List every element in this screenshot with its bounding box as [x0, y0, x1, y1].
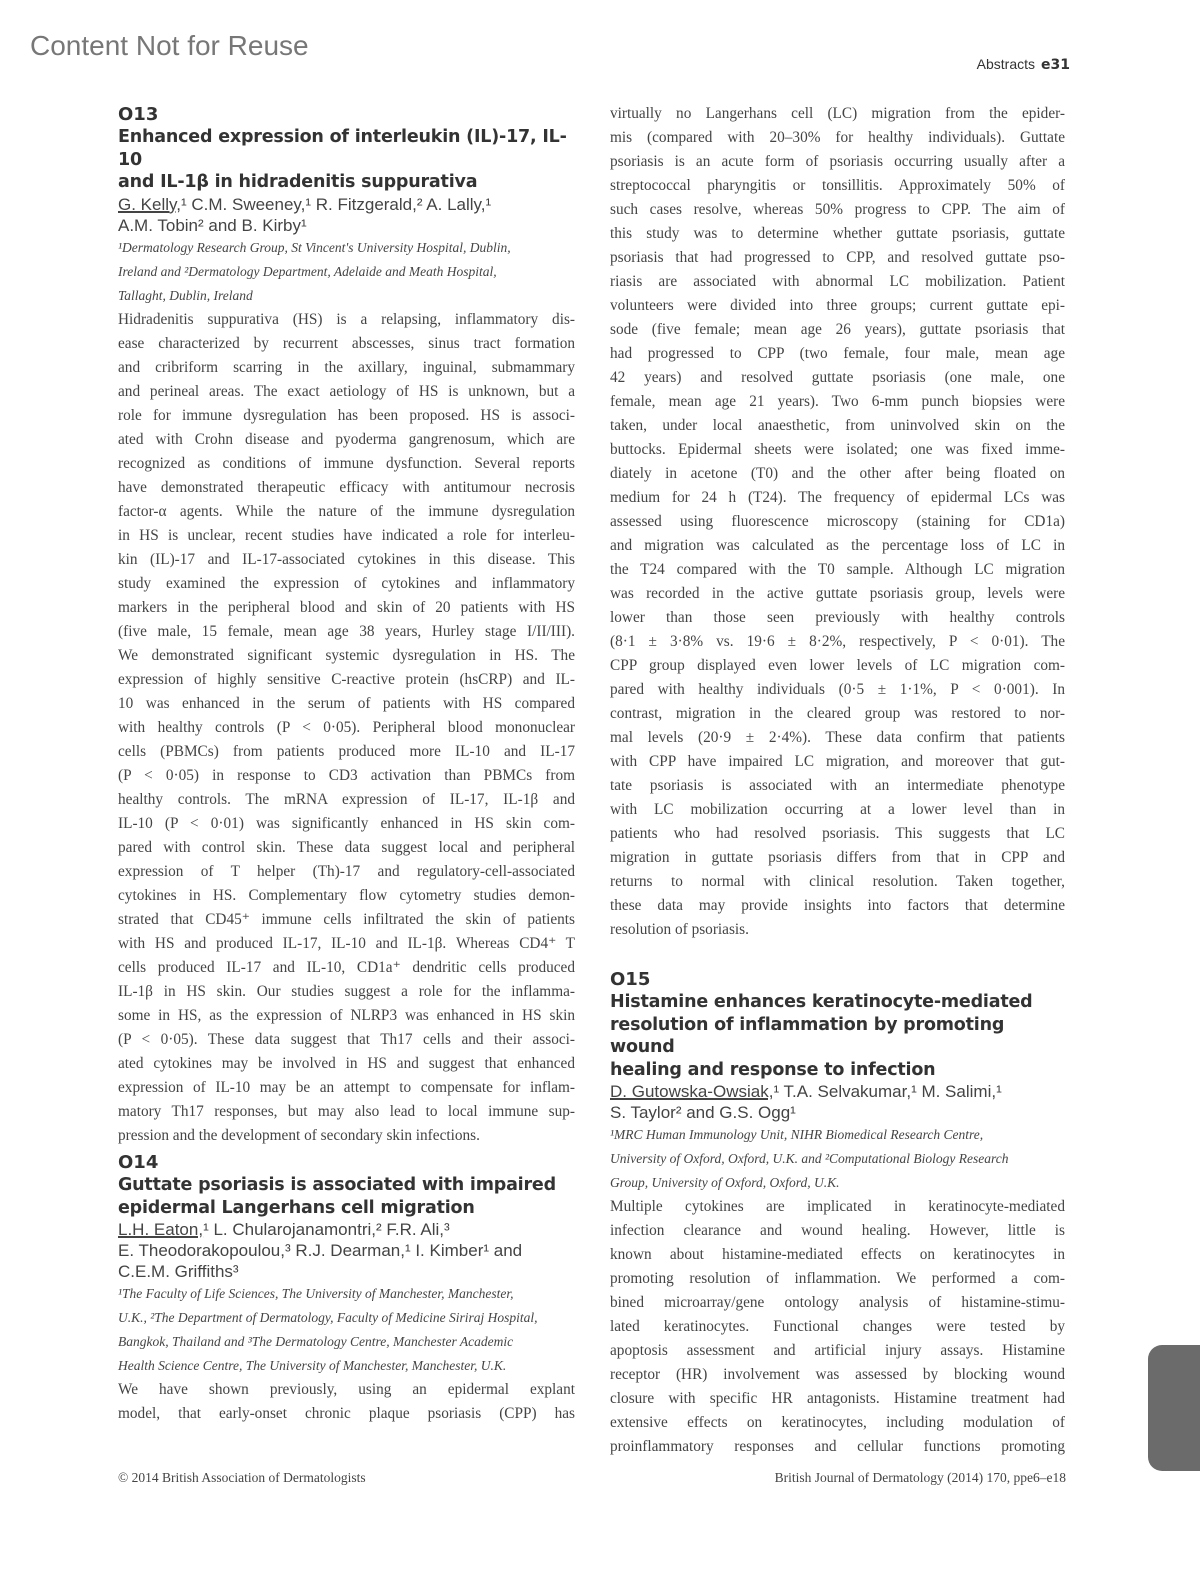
body-line: some in HS, as the expression of NLRP3 was enhanced in HS skin	[118, 1006, 575, 1024]
body-line: ated with Crohn disease and pyoderma gangrenosum, which are	[118, 430, 575, 448]
presenting-author: L.H. Eaton,	[118, 1220, 204, 1239]
body-line: cytokines in HS. Complementary flow cytometry studies demon-	[118, 886, 575, 904]
body-line: and migration was calculated as the percentage loss of LC in	[610, 537, 1065, 554]
body-line: bined microarray/gene ontology analysis of histamine-stimu-	[610, 1294, 1065, 1311]
body-line: female, mean age 21 years). Two 6-mm punch biopsies were	[610, 393, 1065, 410]
affiliation-line: Health Science Centre, The University of Manchester, Manchester, U.K.	[118, 1358, 507, 1373]
affiliation-line: Ireland and ²Dermatology Department, Adelaide and Meath Hospital,	[118, 263, 497, 279]
author-line	[118, 1219, 575, 1240]
body-line: CPP group displayed even lower levels of LC migration com-	[610, 657, 1065, 674]
abstract-o13	[118, 104, 575, 1148]
body-line: volunteers were divided into three groups; current guttate epi-	[610, 297, 1065, 314]
title-line: epidermal Langerhans cell migration	[118, 1197, 475, 1218]
body-line: IL-10 (P < 0·01) was significantly enhanced in HS skin com-	[118, 814, 575, 832]
side-tab[interactable]	[1148, 1345, 1200, 1471]
body-line: 42 years) and resolved guttate psoriasis (one male, one	[610, 369, 1065, 386]
affiliations	[610, 1123, 1065, 1195]
body-line: closure with specific HR antagonists. Histamine treatment had	[610, 1390, 1065, 1407]
body-line: (P < 0·05) in response to CD3 activation than PBMCs from	[118, 766, 575, 784]
abstract-o15	[610, 969, 1065, 1459]
body-line: mis (compared with 20–30% for healthy individuals). Guttate	[610, 129, 1065, 146]
body-line: infection clearance and wound healing. However, little is	[610, 1222, 1065, 1239]
body-line: (8·1 ± 3·8% vs. 19·6 ± 8·2%, respectively, P < 0·01). The	[610, 633, 1065, 650]
title-line: Histamine enhances keratinocyte-mediated	[610, 992, 1033, 1012]
affiliation-line: ¹Dermatology Research Group, St Vincent's University Hospital, Dublin,	[118, 239, 511, 255]
author-names: A.M. Tobin² and B. Kirby¹	[118, 215, 307, 235]
body-line: diately in acetone (T0) and the other after being floated on	[610, 465, 1065, 482]
body-line: (P < 0·05). These data suggest that Th17 cells and their associ-	[118, 1030, 575, 1048]
author-names: ¹ L. Chularojanamontri,² F.R. Ali,³	[203, 1220, 450, 1239]
body-line: Multiple cytokines are implicated in keratinocyte-mediated	[610, 1198, 1065, 1215]
body-line: model, that early-onset chronic plaque psoriasis (CPP) has	[118, 1405, 575, 1422]
body-line: patients who had resolved psoriasis. This suggests that LC	[610, 825, 1065, 842]
abstract-body	[118, 1378, 575, 1426]
affiliation-line: Bangkok, Thailand and ³The Dermatology Centre, Manchester Academic	[118, 1334, 514, 1349]
abstract-title	[118, 1174, 575, 1219]
author-line	[118, 1240, 575, 1261]
title-line: Enhanced expression of interleukin (IL)-17, IL-10	[118, 127, 567, 170]
body-line: contrast, migration in the cleared group was restored to nor-	[610, 705, 1065, 722]
body-line: proinflammatory responses and cellular functions promoting	[610, 1438, 1065, 1455]
body-line: taken, under local anaesthetic, from uninvolved skin on the	[610, 417, 1065, 434]
body-line: cells (PBMCs) from patients produced more IL-10 and IL-17	[118, 742, 575, 760]
author-line	[118, 215, 575, 236]
body-line: factor-α agents. While the nature of the immune dysregulation	[118, 502, 575, 520]
author-list	[118, 1219, 575, 1282]
body-line: recognized as conditions of immune dysfunction. Several reports	[118, 454, 575, 472]
body-line: lower than those seen previously with healthy controls	[610, 609, 1065, 626]
body-line: pression and the development of secondary skin infections.	[118, 1126, 480, 1144]
body-line: study examined the expression of cytokines and inflammatory	[118, 574, 575, 592]
body-line: mal levels (20·9 ± 2·4%). These data confirm that patients	[610, 729, 1065, 746]
body-line: ease characterized by recurrent abscesses, sinus tract formation	[118, 334, 575, 352]
body-line: and cribriform scarring in the axillary, inguinal, submammary	[118, 358, 575, 376]
author-names: ¹ C.M. Sweeney,¹ R. Fitzgerald,² A. Lally,¹	[180, 194, 492, 214]
body-line: have demonstrated therapeutic efficacy with antitumour necrosis	[118, 478, 575, 496]
body-line: expression of T helper (Th)-17 and regulatory-cell-associated	[118, 862, 575, 880]
affiliation-line: University of Oxford, Oxford, U.K. and ²Computational Biology Research	[610, 1151, 1009, 1166]
affiliation-line: ¹MRC Human Immunology Unit, NIHR Biomedical Research Centre,	[610, 1127, 984, 1142]
body-line: and perineal areas. The exact aetiology of HS is unknown, but a	[118, 382, 575, 400]
abstract-id: O15	[610, 969, 651, 990]
body-line: these data may provide insights into factors that determine	[610, 897, 1065, 914]
body-line: resolution of psoriasis.	[610, 921, 749, 938]
title-line: and IL-1β in hidradenitis suppurativa	[118, 172, 478, 192]
affiliation-line: ¹The Faculty of Life Sciences, The University of Manchester, Manchester,	[118, 1286, 514, 1301]
abstract-id: O14	[118, 1152, 159, 1173]
body-line: expression of highly sensitive C-reactive protein (hsCRP) and IL-	[118, 670, 575, 688]
author-line	[118, 1261, 575, 1282]
body-line: the T24 compared with the T0 sample. Although LC migration	[610, 561, 1065, 578]
author-line	[118, 194, 575, 215]
body-line: assessed using fluorescence microscopy (staining for CD1a)	[610, 513, 1065, 530]
author-names: E. Theodorakopoulou,³ R.J. Dearman,¹ I. Kimber¹ and	[118, 1241, 523, 1260]
author-line	[610, 1102, 1065, 1123]
body-line: pared with control skin. These data suggest local and peripheral	[118, 838, 575, 856]
body-line: role for immune dysregulation has been proposed. HS is associ-	[118, 406, 575, 424]
abstract-title	[118, 126, 575, 194]
body-line: IL-1β in HS skin. Our studies suggest a role for the inflamma-	[118, 982, 575, 1000]
affiliation-line: Tallaght, Dublin, Ireland	[118, 287, 253, 303]
body-line: was recorded in the active guttate psoriasis group, levels were	[610, 585, 1065, 602]
body-line: buttocks. Epidermal sheets were isolated; one was fixed imme-	[610, 441, 1065, 458]
author-line	[610, 1081, 1065, 1102]
abstract-body	[610, 1195, 1065, 1459]
title-line: healing and response to infection	[610, 1059, 936, 1080]
body-line: We demonstrated significant systemic dysregulation in HS. The	[118, 646, 575, 664]
body-line: healthy controls. The mRNA expression of IL-17, IL-1β and	[118, 790, 575, 808]
author-names: S. Taylor² and G.S. Ogg¹	[610, 1103, 796, 1122]
author-names: C.E.M. Griffiths³	[118, 1262, 239, 1281]
body-line: had progressed to CPP (two female, four male, mean age	[610, 345, 1065, 362]
body-line: tate psoriasis is associated with an intermediate phenotype	[610, 777, 1065, 794]
body-line: sode (five female; mean age 26 years), guttate psoriasis that	[610, 321, 1065, 338]
body-line: We have shown previously, using an epidermal explant	[118, 1381, 575, 1398]
body-line: such cases resolve, whereas 50% progress to CPP. The aim of	[610, 201, 1065, 218]
footer-copyright: © 2014 British Association of Dermatologists	[118, 1470, 366, 1485]
body-line: with healthy controls (P < 0·05). Peripheral blood mononuclear	[118, 718, 575, 736]
author-list	[118, 194, 575, 236]
presenting-author: G. Kelly,	[118, 194, 181, 214]
affiliations	[118, 1282, 575, 1378]
body-line: virtually no Langerhans cell (LC) migration from the epider-	[610, 105, 1065, 122]
body-line: strated that CD45⁺ immune cells infiltrated the skin of patients	[118, 910, 575, 928]
body-line: expression of IL-10 may be an attempt to compensate for inflam-	[118, 1078, 575, 1096]
title-line: resolution of inflammation by promoting wound	[610, 1014, 1005, 1057]
body-line: in HS is unclear, recent studies have indicated a role for interleu-	[118, 526, 575, 544]
body-line: cells produced IL-17 and IL-10, CD1a⁺ dendritic cells produced	[118, 958, 575, 976]
body-line: Hidradenitis suppurativa (HS) is a relapsing, inflammatory dis-	[118, 310, 575, 328]
abstract-title	[610, 991, 1065, 1081]
author-list	[610, 1081, 1065, 1123]
affiliation-line: U.K., ²The Department of Dermatology, Faculty of Medicine Siriraj Hospital,	[118, 1310, 538, 1325]
affiliations	[118, 236, 575, 308]
abstract-body	[118, 308, 575, 1148]
body-line: psoriasis that had progressed to CPP, and resolved guttate pso-	[610, 249, 1065, 266]
body-line: apoptosis assessment and artificial injury assays. Histamine	[610, 1342, 1065, 1359]
body-line: markers in the peripheral blood and skin of 20 patients with HS	[118, 598, 575, 616]
affiliation-line: Group, University of Oxford, Oxford, U.K.	[610, 1175, 840, 1190]
body-line: returns to normal with clinical resolution. Taken together,	[610, 873, 1065, 890]
body-line: streptococcal pharyngitis or tonsillitis. Approximately 50% of	[610, 177, 1065, 194]
body-line: (five male, 15 female, mean age 38 years, Hurley stage I/II/III).	[118, 622, 575, 640]
body-line: kin (IL)-17 and IL-17-associated cytokines in this disease. This	[118, 550, 575, 568]
abstract-id: O13	[118, 104, 159, 125]
abstract-o14-body-continued	[610, 102, 1065, 942]
presenting-author: D. Gutowska-Owsiak,	[610, 1082, 774, 1101]
page-number: e31	[1041, 57, 1070, 73]
body-line: promoting resolution of inflammation. We performed a com-	[610, 1270, 1065, 1287]
body-line: medium for 24 h (T24). The frequency of epidermal LCs was	[610, 489, 1065, 506]
running-head-section: Abstracts	[976, 56, 1036, 72]
body-line: migration in guttate psoriasis differs from that in CPP and	[610, 849, 1065, 866]
body-line: ated cytokines may be involved in HS and suggest that enhanced	[118, 1054, 575, 1072]
body-line: with HS and produced IL-17, IL-10 and IL-1β. Whereas CD4⁺ T	[118, 934, 575, 952]
running-head	[977, 56, 1070, 73]
author-names: ¹ T.A. Selvakumar,¹ M. Salimi,¹	[773, 1082, 1002, 1101]
body-line: with LC mobilization occurring at a lower level than in	[610, 801, 1065, 818]
body-line: known about histamine-mediated effects on keratinocytes in	[610, 1246, 1065, 1263]
body-line: pared with healthy individuals (0·5 ± 1·1%, P < 0·001). In	[610, 681, 1065, 698]
body-line: matory Th17 responses, but may also lead to local immune sup-	[118, 1102, 575, 1120]
body-line: psoriasis is an acute form of psoriasis occurring usually after a	[610, 153, 1065, 170]
body-line: riasis are associated with abnormal LC mobilization. Patient	[610, 273, 1065, 290]
body-line: this study was to determine whether guttate psoriasis, guttate	[610, 225, 1065, 242]
body-line: 10 was enhanced in the serum of patients with HS compared	[118, 694, 575, 712]
body-line: lated keratinocytes. Functional changes were tested by	[610, 1318, 1065, 1335]
body-line: with CPP have impaired LC migration, and moreover that gut-	[610, 753, 1065, 770]
abstract-o14	[118, 1152, 575, 1426]
watermark: Content Not for Reuse	[30, 30, 309, 61]
body-line: extensive effects on keratinocytes, including modulation of	[610, 1414, 1065, 1431]
footer-journal: British Journal of Dermatology (2014) 170, ppe6–e18	[774, 1470, 1066, 1485]
title-line: Guttate psoriasis is associated with impaired	[118, 1175, 556, 1195]
body-line: receptor (HR) involvement was assessed by blocking wound	[610, 1366, 1065, 1383]
